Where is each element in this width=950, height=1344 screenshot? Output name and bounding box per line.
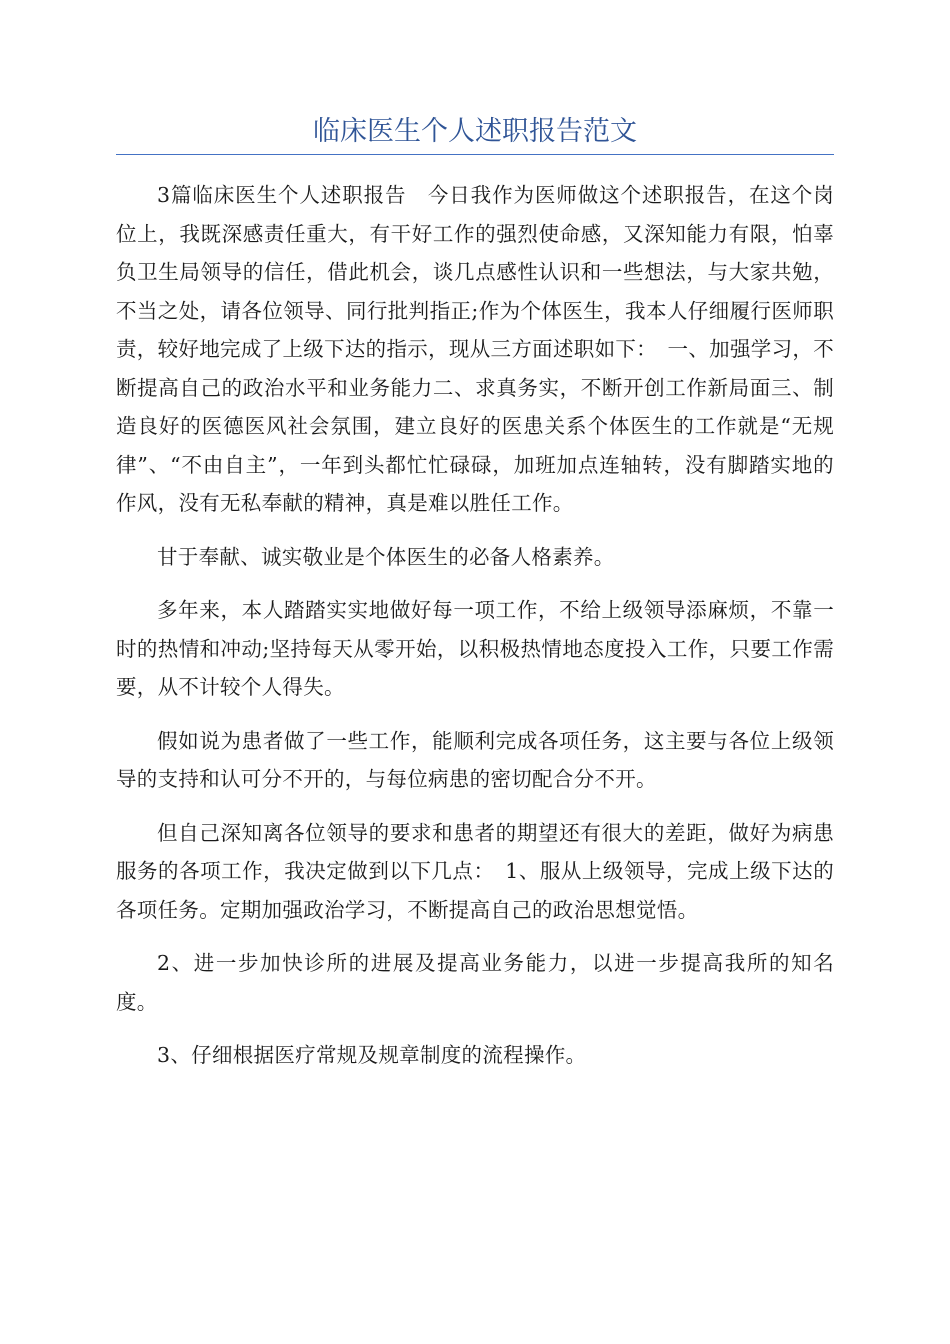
document-body [116,176,834,1090]
paragraph-4: 假如说为患者做了一些工作，能顺利完成各项任务，这主要与各位上级领导的支持和认可分不开的，与每位病患的密切配合分不开。 [116,728,834,791]
title-underline [116,154,834,155]
paragraph-6: 2、进一步加快诊所的进展及提高业务能力，以进一步提高我所的知名度。 [116,951,834,1014]
paragraph-5: 但自己深知离各位领导的要求和患者的期望还有很大的差距，做好为病患服务的各项工作，我决定做到以下几点： 1、服从上级领导，完成上级下达的各项任务。定期加强政治学习，不断提高自己的政治思想觉悟。 [116,820,834,922]
paragraph-3: 多年来，本人踏踏实实地做好每一项工作，不给上级领导添麻烦，不靠一时的热情和冲动;坚持每天从零开始，以积极热情地态度投入工作，只要工作需要，从不计较个人得失。 [116,598,834,699]
paragraph-7: 3、仔细根据医疗常规及规章制度的流程操作。 [157,1043,587,1067]
document-title: 临床医生个人述职报告范文 [313,116,637,147]
paragraph-1: 3篇临床医生个人述职报告 今日我作为医师做这个述职报告，在这个岗位上，我既深感责任重大，有干好工作的强烈使命感，又深知能力有限，怕辜负卫生局领导的信任，借此机会，谈几点感性认识和一些想法，与大家共勉，不当之处，请各位领导、同行批判指正;作为个体医生，我本人仔细履行医师职责，较好地完成了上级下达的指示，现从三方面述职如下： 一、加强学习，不断提高自己的政治水平和业务能力二、求真务实，不断开创工作新局面三、制造良好的医德医风社会氛围，建立良好的医患关系个体医生的工作就是“无规律”、“不由自主”，一年到头都忙忙碌碌，加班加点连轴转，没有脚踏实地的作风，没有无私奉献的精神，真是难以胜任工作。 [116,183,834,515]
paragraph-2: 甘于奉献、诚实敬业是个体医生的必备人格素养。 [157,544,615,569]
